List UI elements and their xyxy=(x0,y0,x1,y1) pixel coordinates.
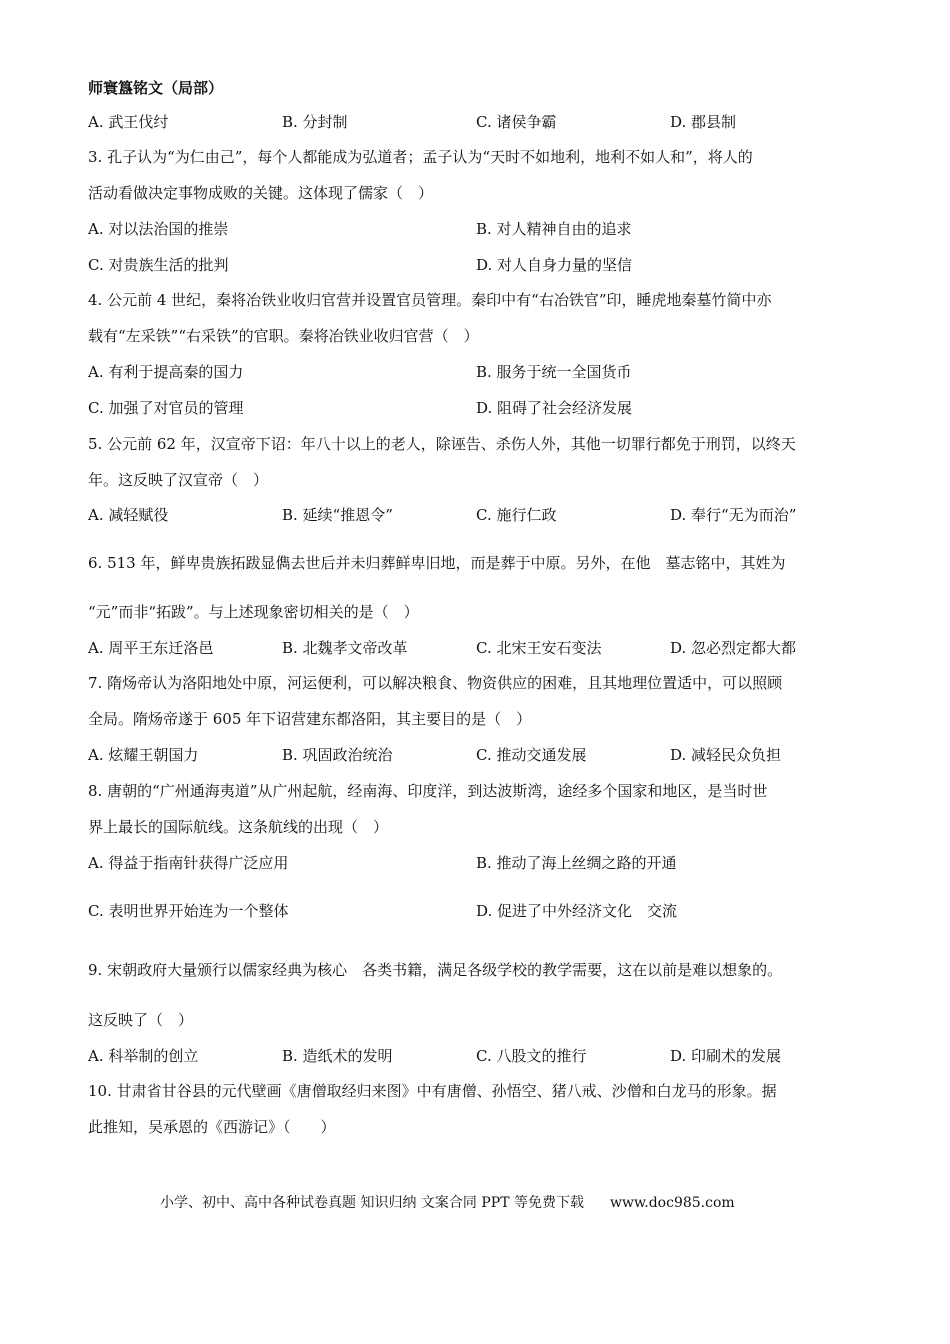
option-b: B. 造纸术的发明 xyxy=(282,1047,393,1065)
figure-caption: 师寰簋铭文（局部） xyxy=(88,79,224,97)
question-text: 全局。隋炀帝遂于 605 年下诏营建东都洛阳，其主要目的是（ ） xyxy=(88,710,532,728)
question-text: 这反映了（ ） xyxy=(88,1011,194,1029)
option-b: B. 北魏孝文帝改革 xyxy=(282,639,408,657)
option-b: B. 推动了海上丝绸之路的开通 xyxy=(476,854,677,872)
question-text: 年。这反映了汉宣帝（ ） xyxy=(88,471,269,489)
option-d: D. 阻碍了社会经济发展 xyxy=(476,399,633,417)
option-a: A. 有利于提高秦的国力 xyxy=(88,363,244,381)
option-d: D. 郡县制 xyxy=(670,113,737,131)
question-text: 10. 甘肃省甘谷县的元代壁画《唐僧取经归来图》中有唐僧、孙悟空、猪八戒、沙僧和白龙马的形象。据 xyxy=(88,1082,777,1100)
option-c: C. 施行仁政 xyxy=(476,506,557,524)
option-c: C. 八股文的推行 xyxy=(476,1047,587,1065)
option-c: C. 推动交通发展 xyxy=(476,746,587,764)
option-d: D. 忽必烈定都大都 xyxy=(670,639,797,657)
question-text: 活动看做决定事物成败的关键。这体现了儒家（ ） xyxy=(88,184,434,202)
footer-text: 小学、初中、高中各种试卷真题 知识归纳 文案合同 PPT 等免费下载 xyxy=(160,1195,584,1211)
question-text: 此推知，吴承恩的《西游记》（ ） xyxy=(88,1118,336,1136)
option-b: B. 巩固政治统治 xyxy=(282,746,393,764)
option-a: A. 得益于指南针获得广泛应用 xyxy=(88,854,289,872)
option-b: B. 对人精神自由的追求 xyxy=(476,220,632,238)
option-a: A. 减轻赋役 xyxy=(88,506,169,524)
option-d: D. 印刷术的发展 xyxy=(670,1047,782,1065)
question-text: 3. 孔子认为“为仁由己”，每个人都能成为弘道者；孟子认为“天时不如地利，地利不如人和”，将人的 xyxy=(88,148,753,166)
option-d: D. 对人自身力量的坚信 xyxy=(476,256,633,274)
option-b: B. 延续“推恩令” xyxy=(282,506,393,524)
option-c: C. 表明世界开始连为一个整体 xyxy=(88,902,289,920)
footer-url: www.doc985.com xyxy=(609,1195,735,1211)
question-text: 7. 隋炀帝认为洛阳地处中原，河运便利，可以解决粮食、物资供应的困难，且其地理位置适中，可以照顾 xyxy=(88,674,783,692)
page-footer xyxy=(160,1192,735,1212)
question-text: “元”而非“拓跋”。与上述现象密切相关的是（ ） xyxy=(88,603,419,621)
option-d: D. 促进了中外经济文化 交流 xyxy=(476,902,678,920)
question-text: 9. 宋朝政府大量颁行以儒家经典为核心 各类书籍，满足各级学校的教学需要，这在以前是难以想象的。 xyxy=(88,961,783,979)
question-text: 5. 公元前 62 年，汉宣帝下诏：年八十以上的老人，除诬告、杀伤人外，其他一切罪行都免于刑罚，以终天 xyxy=(88,435,796,453)
option-a: A. 武王伐纣 xyxy=(88,113,169,131)
question-text: 6. 513 年，鲜卑贵族拓跋显儁去世后并未归葬鲜卑旧地，而是葬于中原。另外，在他 墓志铭中，其姓为 xyxy=(88,554,786,572)
option-a: A. 科举制的创立 xyxy=(88,1047,199,1065)
option-c: C. 诸侯争霸 xyxy=(476,113,557,131)
option-b: B. 服务于统一全国货币 xyxy=(476,363,632,381)
option-d: D. 奉行“无为而治” xyxy=(670,506,797,524)
option-d: D. 减轻民众负担 xyxy=(670,746,782,764)
option-a: A. 炫耀王朝国力 xyxy=(88,746,199,764)
option-a: A. 周平王东迁洛邑 xyxy=(88,639,214,657)
option-c: C. 对贵族生活的批判 xyxy=(88,256,229,274)
option-a: A. 对以法治国的推崇 xyxy=(88,220,229,238)
question-text: 界上最长的国际航线。这条航线的出现（ ） xyxy=(88,818,389,836)
question-text: 8. 唐朝的“广州通海夷道”从广州起航，经南海、印度洋，到达波斯湾，途经多个国家和地区，是当时世 xyxy=(88,782,768,800)
option-c: C. 加强了对官员的管理 xyxy=(88,399,244,417)
option-b: B. 分封制 xyxy=(282,113,348,131)
question-text: 4. 公元前 4 世纪，秦将冶铁业收归官营并设置官员管理。秦印中有“右冶铁官”印，睡虎地秦墓竹简中亦 xyxy=(88,291,772,309)
question-text: 载有“左采铁”“右采铁”的官职。秦将冶铁业收归官营（ ） xyxy=(88,327,479,345)
option-c: C. 北宋王安石变法 xyxy=(476,639,602,657)
